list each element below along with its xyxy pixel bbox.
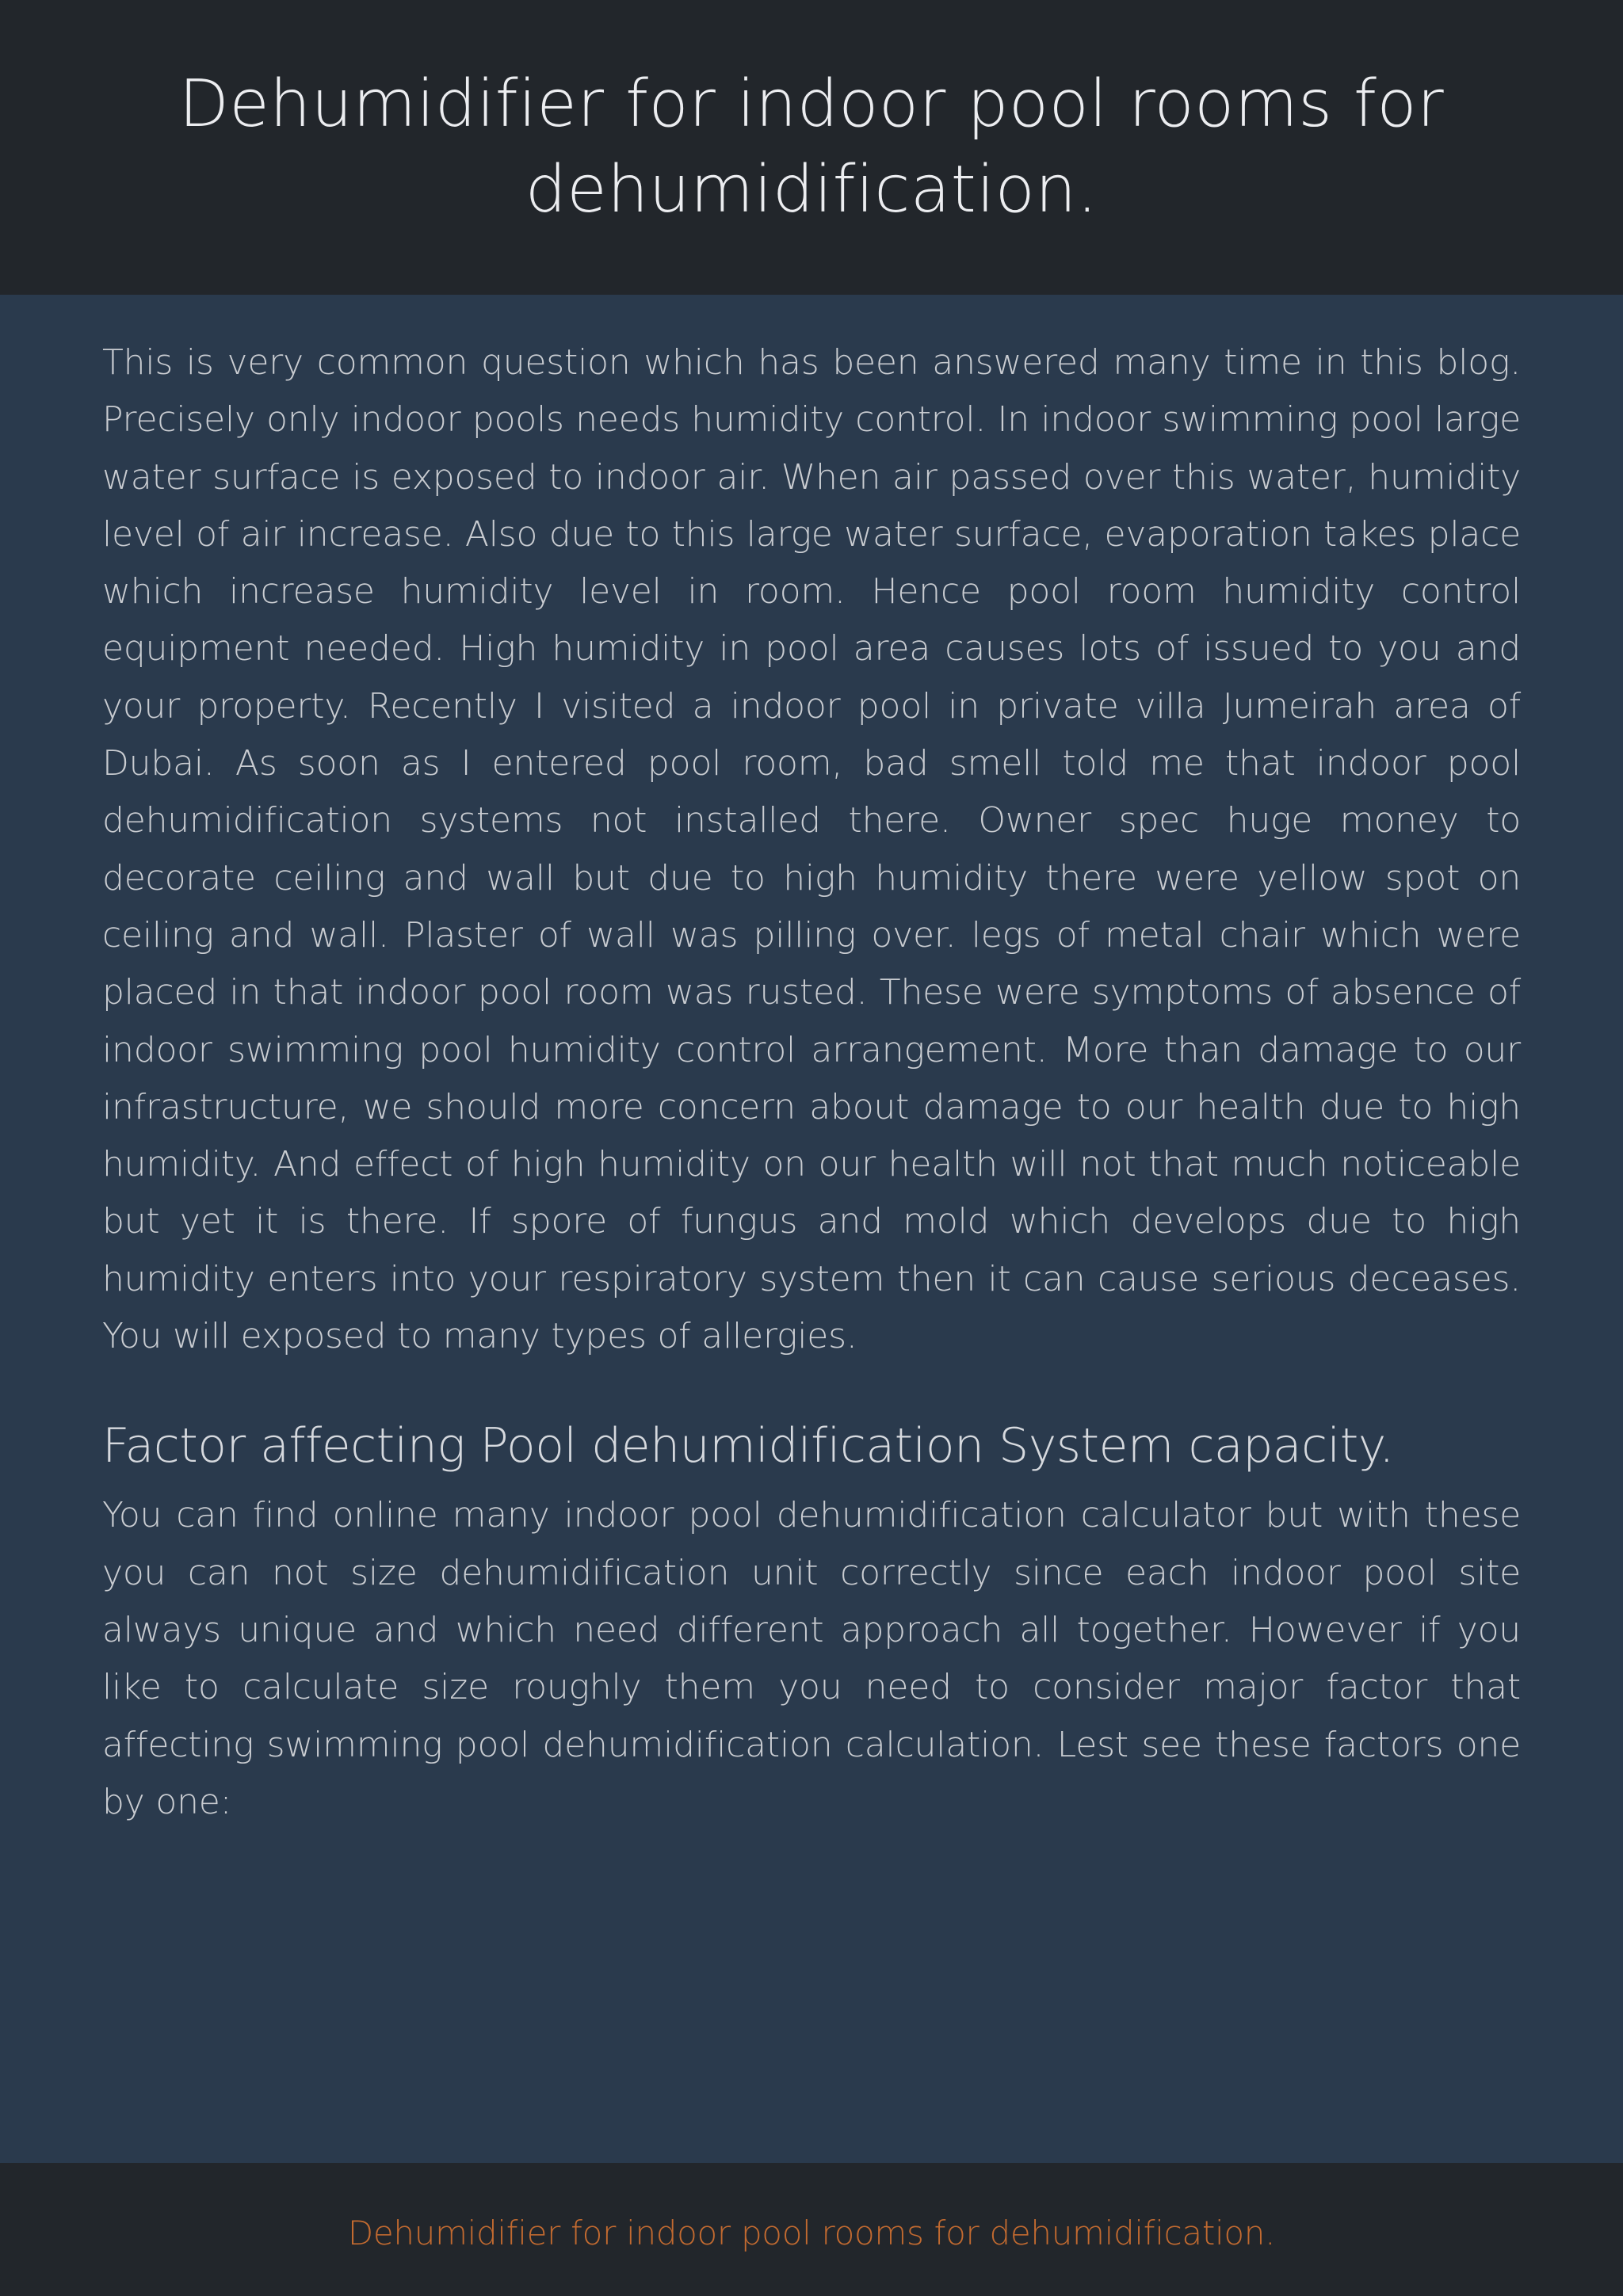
section-heading: Factor affecting Pool dehumidification System capacity.: [102, 1418, 1394, 1474]
article-paragraph-factors: You can find online many indoor pool dehumidification calculator but with these you can not size dehumidification unit correctly since each indoor pool site always unique and which need different approach all together. However if you like to calculate size roughly them you need to consider major factor that affecting swimming pool dehumidification calculation. Lest see these factors one by one:: [102, 1495, 1521, 1822]
page-footer: [0, 2163, 1623, 2296]
page-title: Dehumidifier for indoor pool rooms for dehumidification.: [178, 67, 1445, 227]
article-content: [102, 334, 1521, 1831]
article-body: [0, 295, 1623, 2163]
footer-title-link[interactable]: Dehumidifier for indoor pool rooms for dehumidification.: [347, 2213, 1276, 2252]
article-paragraph-intro: This is very common question which has been answered many time in this blog. Precisely only indoor pools needs humidity control. In indoor swimming pool large water surface is exposed to indoor air. When air passed over this water, humidity level of air increase. Also due to this large water surface, evaporation takes place which increase humidity level in room. Hence pool room humidity control equipment needed. High humidity in pool area causes lots of issued to you and your property. Recently I visited a indoor pool in private villa Jumeirah area of Dubai. As soon as I entered pool room, bad smell told me that indoor pool dehumidification systems not installed there. Owner spec huge money to decorate ceiling and wall but due to high humidity there were yellow spot on ceiling and wall. Plaster of wall was pilling over. legs of metal chair which were placed in that indoor pool room was rusted. These were symptoms of absence of indoor swimming pool humidity control arrangement. More than damage to our infrastructure, we should more concern about damage to our health due to high humidity. And effect of high humidity on our health will not that much noticeable but yet it is there. If spore of fungus and mold which develops due to high humidity enters into your respiratory system then it can cause serious deceases. You will exposed to many types of allergies.: [102, 342, 1521, 1357]
page-header: [0, 0, 1623, 295]
